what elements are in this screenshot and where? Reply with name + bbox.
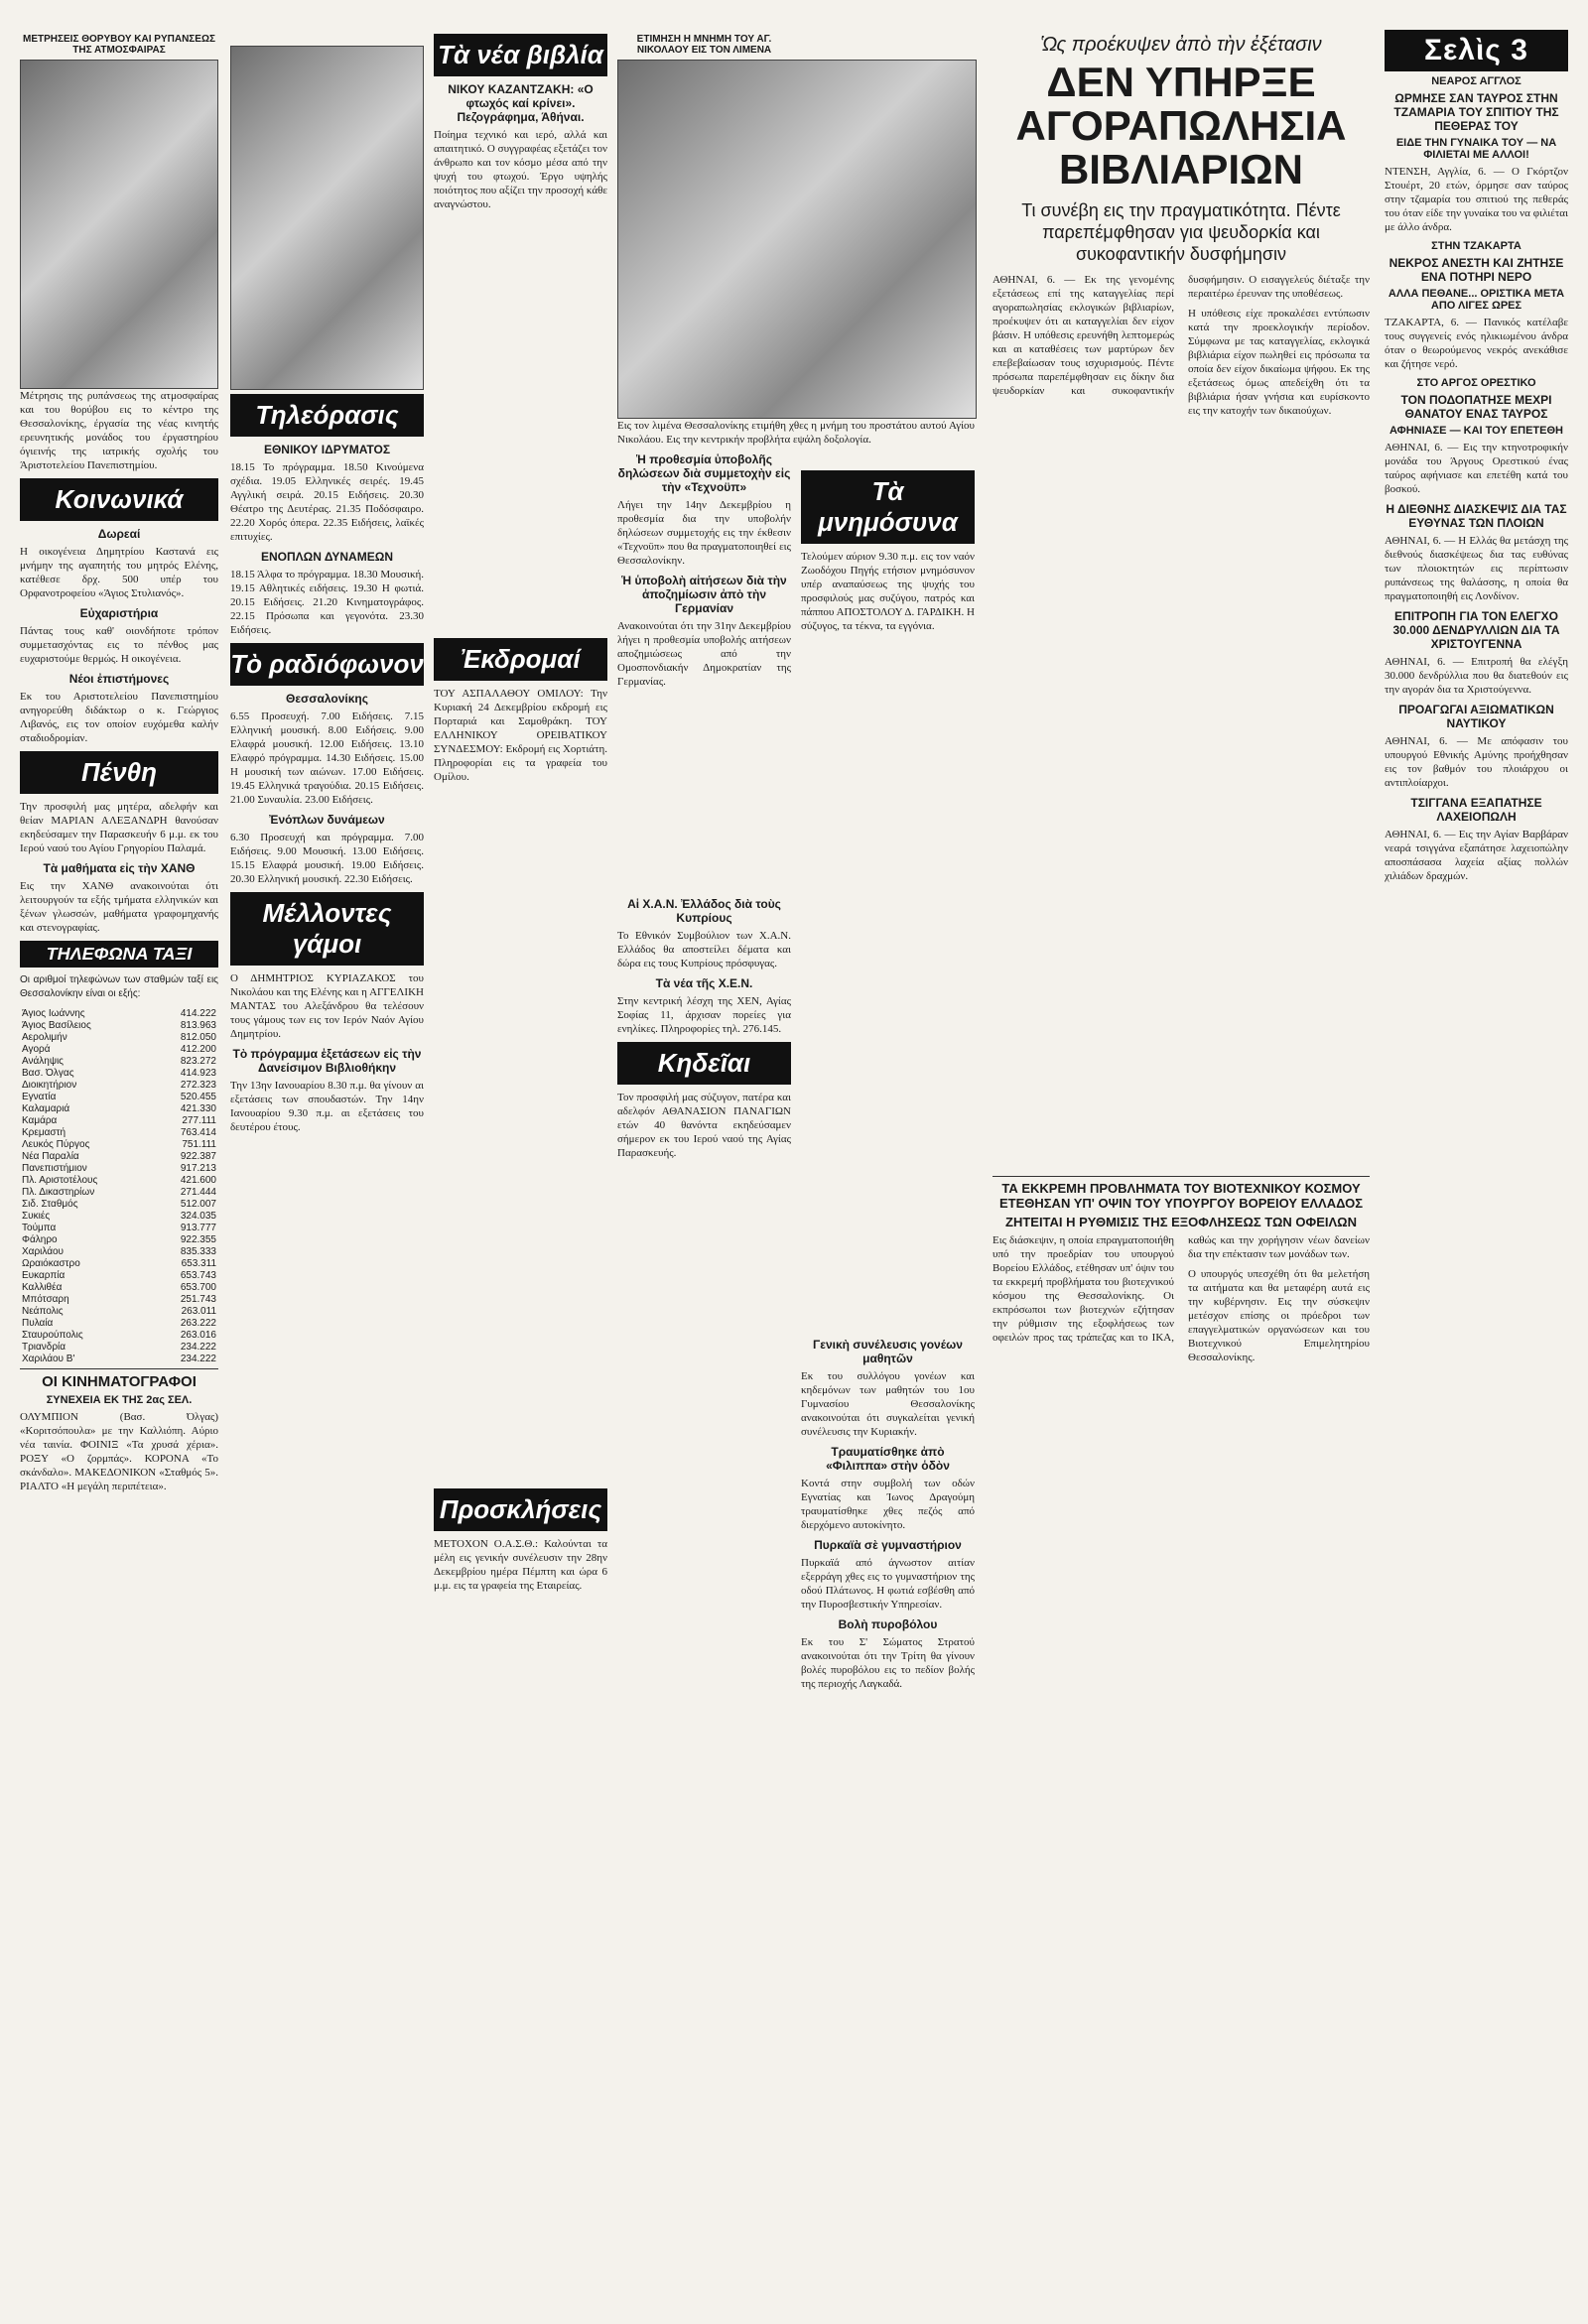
- phones-intro: Οι αριθμοί τηλεφώνων των σταθμών ταξί εις Θεσσαλονίκην είναι οι εξής:: [20, 974, 218, 999]
- taxi-stand-name: Ανάληψις: [22, 1055, 65, 1067]
- eirt-text: 18.15 Το πρόγραμμα. 18.50 Κινούμενα σχέδια. 19.05 Ελληνικές σειρές. 19.45 Αγγλική σειρά. 20.15 Ειδήσεις. 20.30 Θέατρο της Δευτέρας. 21.35 Ποδόσφαιρο. 22.20 Χορός όπερα. 22.35 Ειδήσεις, λαϊκές επιτυχίες.: [230, 461, 424, 543]
- dog-text: Εκ του Σ' Σώματος Στρατού ανακοινούται ότι την Τρίτη θα γίνουν βολές πυροβόλου εις το πεδίον βολής της περιοχής Λαγκαδά.: [801, 1636, 975, 1690]
- ekdromai-spacer: [434, 790, 607, 1485]
- story3-text: ΑΘΗΝΑΙ, 6. — Εις την κτηνοτροφικήν μονάδα του Άργους Ορεστικού ένας ταύρος αφήνιασε και επετέθη κατά του βοσκού.: [1385, 442, 1568, 495]
- table-row: [20, 1293, 218, 1305]
- book-title: ΝΙΚΟΥ ΚΑΖΑΝΤΖΑΚΗ: «Ο φτωχός καί κρίνει». Πεζογράφημα, Άθήναι.: [448, 82, 594, 124]
- xanth-title: Τὰ μαθήματα εἰς τὴν ΧΑΝΘ: [43, 861, 196, 875]
- taxi-stand-name: Σιδ. Σταθμός: [22, 1198, 78, 1210]
- taxi-stand-phone: 812.050: [180, 1031, 216, 1043]
- pollution-photo: [20, 60, 218, 389]
- story1-title: ΩΡΜΗΣΕ ΣΑΝ ΤΑΥΡΟΣ ΣΤΗΝ ΤΖΑΜΑΡΙΑ ΤΟΥ ΣΠΙΤΙΟΥ ΤΗΣ ΠΕΘΕΡΑΣ ΤΟΥ: [1393, 91, 1559, 133]
- germany-title: Ἡ ὑποβολὴ αἰτήσεων διὰ τὴν ἀποζημίωσιν ἀπὸ τὴν Γερμανίαν: [621, 574, 787, 615]
- taxi-stand-phone: 421.330: [180, 1102, 216, 1114]
- dog-title: Βολὴ πυροβόλου: [838, 1617, 938, 1631]
- taxi-stand-phone: 414.923: [180, 1067, 216, 1079]
- taxi-stand-phone: 412.200: [180, 1043, 216, 1055]
- taxi-stand-phone: 277.111: [182, 1114, 216, 1126]
- taxi-stand-phone: 922.387: [180, 1150, 216, 1162]
- taxi-stand-phone: 234.222: [180, 1341, 216, 1353]
- book-text-spacer: [434, 217, 607, 634]
- section-proskliseis: Προσκλήσεις: [434, 1488, 607, 1531]
- engagements-text: Εκ του Αριστοτελείου Πανεπιστημίου ανηγορεύθη διδάκτωρ ο κ. Γεώργιος Λιβανός, εις τον οποίον ευχόμεθα καλήν σταδιοδρομίαν.: [20, 691, 218, 744]
- section-radio: Τὸ ραδιόφωνον: [230, 643, 424, 686]
- eopf-text: Λήγει την 14ην Δεκεμβρίου η προθεσμία δια την υποβολήν δηλώσεων συμμετοχής εις την έκθεσιν «Τεχνοϋπ» που θα πραγματοποιηθεί εις Θεσσαλονίκην.: [617, 499, 791, 567]
- phones-title: ΤΗΛΕΦΩΝΑ ΤΑΞΙ: [20, 941, 218, 968]
- taxi-stand-name: Φάληρο: [22, 1233, 58, 1245]
- instruments-photo: [230, 46, 424, 390]
- story1-text: ΝΤΕΝΣΗ, Αγγλία, 6. — Ο Γκόρτζον Στουέρτ, 20 ετών, όρμησε σαν ταύρος στην τζαμαρία του σπιτιού της πεθεράς του όταν είδε την γυναίκα του να φιλιέται με άλλο άνδρα.: [1385, 166, 1568, 233]
- table-row: [20, 1019, 218, 1031]
- penthi-text: Την προσφιλή μας μητέρα, αδελφήν και θείαν ΜΑΡΙΑΝ ΑΛΕΞΑΝΔΡΗ θανούσαν εκηδεύσαμεν την Παρασκευήν 6 μ.μ. εκ του Ιερού ναού του Αγίου Γρηγορίου Παλαμά.: [20, 801, 218, 854]
- taxi-stand-phone: 414.222: [180, 1007, 216, 1019]
- mnimosyna-spacer: [801, 639, 975, 1334]
- divider: [20, 1368, 218, 1369]
- taxi-stand-phone: 263.016: [180, 1329, 216, 1341]
- exams-text: Την 13ην Ιανουαρίου 8.30 π.μ. θα γίνουν αι εξετάσεις των σπουδαστών. Την 14ην Ιανουαρίου 9.30 π.μ. αι εξετάσεις του δευτέρου έτους.: [230, 1080, 424, 1133]
- story2-kicker: ΣΤΗΝ ΤΖΑΚΑΡΤΑ: [1431, 240, 1522, 252]
- taxi-stand-phone: 653.743: [180, 1269, 216, 1281]
- taxi-stand-phone: 263.222: [180, 1317, 216, 1329]
- taxi-stand-name: Νεάπολις: [22, 1305, 64, 1317]
- xan-title: Αἱ Χ.Α.Ν. Ἐλλάδος διὰ τοὺς Κυπρίους: [627, 897, 781, 925]
- taxi-stand-name: Σταυρούπολις: [22, 1329, 83, 1341]
- taxi-stand-phone: 922.355: [180, 1233, 216, 1245]
- taxi-stand-phone: 917.213: [180, 1162, 216, 1174]
- table-row: [20, 1341, 218, 1353]
- table-row: [20, 1126, 218, 1138]
- taxi-stand-name: Χαριλάου: [22, 1245, 65, 1257]
- yened-text: 18.15 Άλφα το πρόγραμμα. 18.30 Μουσική. 19.15 Αθλητικές ειδήσεις. 19.30 Η φωτιά. 20.15 Ειδήσεις. 21.20 Κινηματογράφος. 22.15 Πρόσωπα και γεγονότα. 23.30 Ειδήσεις.: [230, 569, 424, 636]
- story1-kicker: ΝΕΑΡΟΣ ΑΓΓΛΟΣ: [1431, 75, 1522, 87]
- eucharist-text: Πάντας τους καθ' οιονδήποτε τρόπον συμμετασχόντας εις το πένθος μας ευχαριστούμε θερμώς. Η οικογένεια.: [20, 625, 218, 665]
- taxi-stand-name: Αερολιμήν: [22, 1031, 67, 1043]
- proskliseis-text: ΜΕΤΟΧΟΝ Ο.Α.Σ.Θ.: Καλούνται τα μέλη εις γενικήν συνέλευσιν την 28ην Δεκεμβρίου ημέρα Πέμπτη και ώρα 6 μ.μ. εις τα γραφεία της Εταιρείας.: [434, 1538, 607, 1592]
- story4-text: ΑΘΗΝΑΙ, 6. — Η Ελλάς θα μετάσχη της διεθνούς διασκέψεως δια τας ευθύνας των πλοιοκτητών εις περίπτωσιν ρυπάνσεως της θαλάσσης, η οποία θα πραγματοποιηθή εις Λονδίνον.: [1385, 535, 1568, 602]
- fire-title: Πυρκαϊὰ σὲ γυμναστήριον: [814, 1538, 962, 1552]
- gen-title: Γενικὴ συνέλευσις γονέων μαθητῶν: [813, 1338, 963, 1365]
- yened-title: ΕΝΟΠΛΩΝ ΔΥΝΑΜΕΩΝ: [260, 550, 393, 564]
- column-1: [20, 30, 218, 1499]
- table-row: [20, 1067, 218, 1079]
- table-row: [20, 1281, 218, 1293]
- dorea-text: Η οικογένεια Δημητρίου Καστανά εις μνήμην της αγαπητής του μητρός Ελένης, κατέθεσε δρχ. 500 υπέρ του Ορφανοτροφείου «Άγιος Στυλιανός».: [20, 546, 218, 599]
- table-row: [20, 1162, 218, 1174]
- table-row: [20, 1102, 218, 1114]
- kideiai-text: Τον προσφιλή μας σύζυγον, πατέρα και αδελφόν ΑΘΑΝΑΣΙΟΝ ΠΑΝΑΓΙΩΝ ετών 40 θανόντα εκηδεύσαμεν σήμερον εκ του Ιερού ναού της Αγίας Παρασκευής.: [617, 1092, 791, 1159]
- story2-title: ΝΕΚΡΟΣ ΑΝΕΣΤΗ ΚΑΙ ΖΗΤΗΣΕ ΕΝΑ ΠΟΤΗΡΙ ΝΕΡΟ: [1389, 256, 1564, 284]
- table-row: [20, 1353, 218, 1364]
- section-mellontes: Μέλλοντες γάμοι: [230, 892, 424, 966]
- story7-title: ΤΣΙΓΓΑΝΑ ΕΞΑΠΑΤΗΣΕ ΛΑΧΕΙΟΠΩΛΗ: [1410, 796, 1542, 824]
- section-kideiai: Κηδεῖαι: [617, 1042, 791, 1085]
- taxi-stand-name: Νέα Παραλία: [22, 1150, 79, 1162]
- sub-body: [992, 1233, 1370, 1364]
- lead-body: [992, 273, 1370, 418]
- taxi-stand-name: Μπότσαρη: [22, 1293, 69, 1305]
- table-row: [20, 1269, 218, 1281]
- lead-text: ΑΘΗΝΑΙ, 6. — Εκ της γενομένης εξετάσεως επί της καταγγελίας περί αγοραπωλησίας εκλογικών βιβλιαρίων, προέκυψεν ότι αι καταγγελίαι δεν είχον βάσιν. Η υπόθεσις ερευνήθη λεπτομερώς και αι καταθέσεις των μαρτύρων δεν επεβεβαίωσαν τους ισχυρισμούς. Πέντε πρόσωπα παρεπέμφθησαν εις δίκην δια ψευδορκίαν και συκοφαντικήν δυσφήμησιν. Ο εισαγγελεύς διέταξε την περαιτέρω έρευναν της υποθέσεως.: [992, 274, 1370, 398]
- cinema-title: ΟΙ ΚΙΝΗΜΑΤΟΓΡΑΦΟΙ: [42, 1373, 197, 1390]
- story3-title: ΤΟΝ ΠΟΔΟΠΑΤΗΣΕ ΜΕΧΡΙ ΘΑΝΑΤΟΥ ΕΝΑΣ ΤΑΥΡΟΣ: [1400, 393, 1552, 421]
- taxi-stand-name: Λευκός Πύργος: [22, 1138, 90, 1150]
- eirt-title: ΕΘΝΙΚΟΥ ΙΔΡΥΜΑΤΟΣ: [263, 443, 391, 456]
- table-row: [20, 1186, 218, 1198]
- story5-title: ΕΠΙΤΡΟΠΗ ΓΙΑ ΤΟΝ ΕΛΕΓΧΟ 30.000 ΔΕΝΔΡΥΛΛΙΩΝ ΔΙΑ ΤΑ ΧΡΙΣΤΟΥΓΕΝΝΑ: [1392, 609, 1560, 651]
- story5-text: ΑΘΗΝΑΙ, 6. — Επιτροπή θα ελέγξη 30.000 δενδρύλλια που θα διατεθούν εις την αγοράν δια τα Χριστούγεννα.: [1385, 656, 1568, 696]
- sub-text: Εις διάσκεψιν, η οποία επραγματοποιήθη υπό την προεδρίαν του υπουργού Βορείου Ελλάδος, ετέθησαν υπ' όψιν του τα εκκρεμή προβλήματα του βιοτεχνικού κόσμου της Θεσσαλονίκης. Οι εκπρόσωποι των βιοτεχνών εζήτησαν την ρύθμισιν της εξοφλήσεως των οφειλών προς τας τράπεζας και το ΙΚΑ, καθώς και την χορήγησιν νέων δανείων δια την επέκτασιν των μονάδων των.: [992, 1234, 1370, 1345]
- section-koinonika: Κοινωνικά: [20, 478, 218, 521]
- subheadline-kicker: ΖΗΤΕΙΤΑΙ Η ΡΥΘΜΙΣΙΣ ΤΗΣ ΕΞΟΦΛΗΣΕΩΣ ΤΩΝ ΟΦΕΙΛΩΝ: [1005, 1215, 1357, 1230]
- cinema-text: ΟΛΥΜΠΙΟΝ (Βασ. Όλγας) «Κοριτσόπουλα» με την Καλλιόπη. Αύριο νέα ταινία. ΦΟΙΝΙΞ «Τα χρυσά χέρια». ΡΟΞΥ «Ο ζορμπάς». ΚΟΡΟΝΑ «Το σκάνδαλο». ΜΑΚΕΔΟΝΙΚΟΝ «Σταθμός 5». ΡΙΑΛΤΟ «Η μεγάλη περιπέτεια».: [20, 1411, 218, 1492]
- ekdromai-text: ΤΟΥ ΑΣΠΑΛΑΘΟΥ ΟΜΙΛΟΥ: Την Κυριακή 24 Δεκεμβρίου εκδρομή εις Πορταριά και Σαμοθράκη. ΤΟΥ ΕΛΛΗΝΙΚΟΥ ΟΡΕΙΒΑΤΙΚΟΥ ΣΥΝΔΕΣΜΟΥ: Εκδρομή εις Χορτιάτη. Πληροφορίαι εις τα γραφεία του Ομίλου.: [434, 688, 607, 783]
- book-text: Ποίημα τεχνικό και ιερό, αλλά και απαιτητικό. Ο συγγραφέας εξετάζει τον άνθρωπο και τον κόσμο μέσα από την ψυχή του φτωχού. Έργο υψηλής ποιότητος που αξίζει την προσοχή κάθε αναγνώστου.: [434, 129, 607, 210]
- taxi-stand-name: Εγνατία: [22, 1091, 57, 1102]
- table-row: [20, 1055, 218, 1067]
- table-row: [20, 1317, 218, 1329]
- story2-subtitle: ΑΛΛΑ ΠΕΘΑΝΕ... ΟΡΙΣΤΙΚΑ ΜΕΤΑ ΑΠΟ ΛΙΓΕΣ ΩΡΕΣ: [1388, 288, 1565, 312]
- taxi-stand-name: Διοικητήριον: [22, 1079, 77, 1091]
- table-row: [20, 1150, 218, 1162]
- lead-headline-3: ΒΙΒΛΙΑΡΙΩΝ: [1058, 146, 1304, 194]
- sub-text-2: Ο υπουργός υπεσχέθη ότι θα μελετήση τα αιτήματα και θα μεταφέρη αυτά εις την κυβέρνησιν. Εις την σύσκεψιν μετέσχον επίσης οι πρόεδροι των επαγγελματικών οργανώσεων και του Βιοτεχνικού Επιμελητηρίου Θεσσαλονίκης.: [1188, 1268, 1370, 1364]
- taxi-stand-name: Τριανδρία: [22, 1341, 66, 1353]
- lead-headline-1: ΔΕΝ ΥΠΗΡΞΕ: [1046, 59, 1316, 105]
- section-biblia: Τὰ νέα βιβλία: [434, 34, 607, 76]
- section-tileorasis: Τηλεόρασις: [230, 394, 424, 437]
- taxi-stand-phone: 823.272: [180, 1055, 216, 1067]
- eucharist-title: Εὐχαριστήρια: [79, 606, 159, 620]
- engagements-title: Νέοι ἐπιστήμονες: [68, 672, 170, 686]
- enoplon-text: 6.30 Προσευχή και πρόγραμμα. 7.00 Ειδήσεις. 9.00 Μουσική. 13.00 Ειδήσεις. 15.15 Ελαφρά μουσική. 19.00 Ειδήσεις. 20.30 Ελληνική μουσική. 22.30 Ειδήσεις.: [230, 832, 424, 885]
- table-row: [20, 1245, 218, 1257]
- table-row: [20, 1329, 218, 1341]
- table-row: [20, 1031, 218, 1043]
- taxi-stand-phone: 913.777: [180, 1222, 216, 1233]
- subheadline: ΤΑ ΕΚΚΡΕΜΗ ΠΡΟΒΛΗΜΑΤΑ ΤΟΥ ΒΙΟΤΕΧΝΙΚΟΥ ΚΟΣΜΟΥ ΕΤΕΘΗΣΑΝ ΥΠ' ΟΨΙΝ ΤΟΥ ΥΠΟΥΡΓΟΥ ΒΟΡΕΙΟΥ ΕΛΛΑΔΟΣ: [998, 1181, 1364, 1212]
- story6-title: ΠΡΟΑΓΩΓΑΙ ΑΞΙΩΜΑΤΙΚΩΝ ΝΑΥΤΙΚΟΥ: [1398, 703, 1554, 730]
- xanth-text: Εις την ΧΑΝΘ ανακοινούται ότι λειτουργούν τα εξής τμήματα ελληνικών και ξένων γλωσσών, μαθήματα γραφομηχανής και στενογραφίας.: [20, 880, 218, 934]
- cinema-subtitle: ΣΥΝΕΧΕΙΑ ΕΚ ΤΗΣ 2ας ΣΕΛ.: [46, 1394, 193, 1406]
- lead-headline-2: ΑΓΟΡΑΠΩΛΗΣΙΑ: [1015, 102, 1347, 150]
- table-row: [20, 1007, 218, 1019]
- memorial-caption: Εις τον λιμένα Θεσσαλονίκης ετιμήθη χθες η μνήμη του προστάτου αυτού Αγίου Νικολάου. Εις την κεντρικήν προβλήτα εψάλη δοξολογία.: [617, 420, 975, 446]
- taxi-stand-phone: 263.011: [181, 1305, 216, 1317]
- table-row: [20, 1079, 218, 1091]
- section-ekdromai: Ἐκδρομαί: [434, 638, 607, 681]
- taxi-stand-name: Συκιές: [22, 1210, 51, 1222]
- story3-subtitle: ΑΦΗΝΙΑΣΕ — ΚΑΙ ΤΟΥ ΕΠΕΤΕΘΗ: [1390, 425, 1563, 437]
- taxi-stand-name: Χαριλάου Β': [22, 1353, 75, 1364]
- table-row: [20, 1138, 218, 1150]
- taxi-stand-phone: 653.700: [180, 1281, 216, 1293]
- taxi-stand-name: Κρεμαστή: [22, 1126, 66, 1138]
- xan-text: Το Εθνικόν Συμβούλιον των Χ.Α.Ν. Ελλάδος θα αποστείλει δέματα και δώρα εις τους Κυπρίους πρόσφυγας.: [617, 930, 791, 969]
- column-5: [801, 466, 975, 1697]
- taxi-stand-phone: 813.963: [180, 1019, 216, 1031]
- trauma-text: Κοντά στην συμβολή των οδών Εγνατίας και Ίωνος Δραγούμη τραυματίσθηκε χθες πεζός από διερχόμενο αυτοκίνητο.: [801, 1478, 975, 1531]
- taxi-stand-name: Ωραιόκαστρο: [22, 1257, 80, 1269]
- taxi-stand-name: Πανεπιστήμιον: [22, 1162, 87, 1174]
- taxi-stand-name: Αγορά: [22, 1043, 51, 1055]
- story1-subtitle: ΕΙΔΕ ΤΗΝ ΓΥΝΑΙΚΑ ΤΟΥ — ΝΑ ΦΙΛΙΕΤΑΙ ΜΕ ΑΛΛΟΙ!: [1395, 137, 1557, 161]
- taxi-stand-phone: 520.455: [180, 1091, 216, 1102]
- section-penthi: Πένθη: [20, 751, 218, 794]
- table-row: [20, 1305, 218, 1317]
- taxi-stand-phone: 271.444: [180, 1186, 216, 1198]
- taxi-stand-phone: 653.311: [181, 1257, 216, 1269]
- taxi-stand-phone: 763.414: [180, 1126, 216, 1138]
- table-row: [20, 1198, 218, 1210]
- mellontes-text: Ο ΔΗΜΗΤΡΙΟΣ ΚΥΡΙΑΖΑΚΟΣ του Νικολάου και της Ελένης και η ΑΓΓΕΛΙΚΗ ΜΑΝΤΑΣ του Αλεξάνδρου θα τελέσουν τους γάμους των εις τον Ιερόν Ναόν Αγίου Δημητρίου.: [230, 972, 424, 1040]
- taxi-stand-phone: 751.111: [182, 1138, 216, 1150]
- story2-text: ΤΖΑΚΑΡΤΑ, 6. — Πανικός κατέλαβε τους συγγενείς ενός ηλικιωμένου άνδρα όταν ο θεωρούμενος νεκρός ανεκάθισε και ζήτησε νερό.: [1385, 317, 1568, 370]
- memorial-banner: ΕΤΙΜΗΣΗ Η ΜΝΗΜΗ ΤΟΥ ΑΓ. ΝΙΚΟΛΑΟΥ ΕΙΣ ΤΟΝ ΛΙΜΕΝΑ: [636, 34, 772, 56]
- taxi-stand-name: Καλαμαριά: [22, 1102, 70, 1114]
- divider: [992, 1176, 1370, 1177]
- taxi-stand-name: Βασ. Όλγας: [22, 1067, 74, 1079]
- germany-spacer: [617, 695, 791, 893]
- thess-title: Θεσσαλονίκης: [286, 692, 368, 706]
- column-7: [1385, 30, 1568, 889]
- lead-spacer: [992, 418, 1370, 1172]
- mnimosyna-text: Τελούμεν αύριον 9.30 π.μ. εις τον ναόν Ζωοδόχου Πηγής ετήσιον μνημόσυνον υπέρ αναπαύσεως της ψυχής του προσφιλούς μας συζύγου, πατρός και πάππου ΑΠΟΣΤΟΛΟΥ Δ. ΓΑΡΔΙΚΗ. Η σύζυγος, τα τέκνα, τα εγγόνια.: [801, 551, 975, 632]
- taxi-stand-phone: 324.035: [180, 1210, 216, 1222]
- taxi-stand-name: Καλλιθέα: [22, 1281, 63, 1293]
- memorial-photo: [617, 60, 977, 419]
- trauma-title: Τραυματίσθηκε ἀπὸ «Φιλιππα» στὴν ὁδὸν: [826, 1445, 950, 1473]
- section-mnimosyna: Τὰ μνημόσυνα: [801, 470, 975, 544]
- column-2: [230, 30, 424, 1140]
- gen-text: Εκ του συλλόγου γονέων και κηδεμόνων των μαθητών του 1ου Γυμνασίου Θεσσαλονίκης ανακοινούται ότι συγκαλείται γενική συνέλευσις την Κυριακήν.: [801, 1370, 975, 1438]
- thess-text: 6.55 Προσευχή. 7.00 Ειδήσεις. 7.15 Ελληνική μουσική. 8.00 Ειδήσεις. 9.00 Ελαφρά μουσική. 12.00 Ειδήσεις. 13.10 Ελαφρό πρόγραμμα. 14.30 Ειδήσεις. 15.00 Η μουσική των αιώνων. 17.00 Ειδήσεις. 19.45 Ελληνικά τραγούδια. 20.15 Ειδήσεις. 21.00 Συναυλία. 23.00 Ειδήσεις.: [230, 710, 424, 806]
- taxi-stand-phone: 512.007: [180, 1198, 216, 1210]
- lead-text-2: Η υπόθεσις είχε προκαλέσει εντύπωσιν κατά την προεκλογικήν περίοδον. Σύμφωνα με τας καταγγελίας, εκλογικά βιβλιάρια είχον πωληθεί εις πρόσωπα τα οποία δεν είχον δικαίωμα ψήφου. Εκ της εξετάσεως όμως απεδείχθη ότι τα βιβλιάρια ήσαν γνήσια και ευρίσκοντο εις την κατοχήν των δικαιούχων.: [1188, 308, 1370, 418]
- table-row: [20, 1114, 218, 1126]
- story3-kicker: ΣΤΟ ΑΡΓΟΣ ΟΡΕΣΤΙΚΟ: [1416, 377, 1536, 389]
- taxi-stand-name: Πλ. Δικαστηρίων: [22, 1186, 95, 1198]
- taxi-phones-table: [20, 1007, 218, 1364]
- column-6: [992, 30, 1370, 1364]
- lead-kicker: Ὡς προέκυψεν ἀπὸ τὴν ἐξέτασιν: [1040, 34, 1322, 56]
- table-row: [20, 1091, 218, 1102]
- eopf-title: Ἡ προθεσμία ὑποβολῆς δηλώσεων διὰ συμμετοχὴν εἰς τὴν «Τεχνοϋπ»: [617, 452, 791, 494]
- pollution-banner: ΜΕΤΡΗΣΕΙΣ ΘΟΡΥΒΟΥ ΚΑΙ ΡΥΠΑΝΣΕΩΣ ΤΗΣ ΑΤΜΟΣΦΑΙΡΑΣ: [23, 34, 215, 56]
- taxi-stand-name: Άγιος Ιωάννης: [22, 1007, 85, 1019]
- dorea-title: Δωρεαί: [97, 527, 141, 541]
- taxi-stand-name: Πλ. Αριστοτέλους: [22, 1174, 98, 1186]
- table-row: [20, 1222, 218, 1233]
- xen-title: Τὰ νέα τῆς Χ.Ε.Ν.: [655, 976, 753, 990]
- xen-text: Στην κεντρική λέσχη της ΧΕΝ, Αγίας Σοφίας 11, άρχισαν πορείες για ενηλίκες. Πληροφορίες τηλ. 276.145.: [617, 995, 791, 1035]
- taxi-stand-name: Τούμπα: [22, 1222, 57, 1233]
- taxi-stand-phone: 421.600: [180, 1174, 216, 1186]
- pollution-caption: Μέτρησις της ρυπάνσεως της ατμοσφαίρας και του θορύβου εις το κέντρο της Θεσσαλονίκης, έργασία της νέας κινητής ερευνητικής μονάδος του έργαστηρίου όγιεινής της ιατρικής σχολής του Άριστοτελείου Πανεπιστημίου.: [20, 390, 218, 471]
- taxi-stand-phone: 835.333: [180, 1245, 216, 1257]
- table-row: [20, 1210, 218, 1222]
- story6-text: ΑΘΗΝΑΙ, 6. — Με απόφασιν του υπουργού Εθνικής Αμύνης προήχθησαν εις τον βαθμόν του πλοιάρχου οι αντιπλοίαρχοι.: [1385, 735, 1568, 789]
- table-row: [20, 1257, 218, 1269]
- taxi-stand-name: Ευκαρπία: [22, 1269, 66, 1281]
- table-row: [20, 1043, 218, 1055]
- taxi-stand-phone: 234.222: [180, 1353, 216, 1364]
- taxi-stand-name: Καμάρα: [22, 1114, 58, 1126]
- column-3: [434, 30, 607, 1599]
- germany-text: Ανακοινούται ότι την 31ην Δεκεμβρίου λήγει η προθεσμία υποβολής αιτήσεων αποζημιώσεως από την Ομοσπονδιακήν Δημοκρατίαν της Γερμανίας.: [617, 620, 791, 688]
- taxi-stand-name: Πυλαία: [22, 1317, 54, 1329]
- enoplon-title: Ἐνόπλων δυνάμεων: [269, 813, 385, 827]
- page-number-logo: Σελὶς 3: [1385, 30, 1568, 71]
- taxi-stand-phone: 251.743: [180, 1293, 216, 1305]
- story4-title: Η ΔΙΕΘΝΗΣ ΔΙΑΣΚΕΨΙΣ ΔΙΑ ΤΑΣ ΕΥΘΥΝΑΣ ΤΩΝ ΠΛΟΙΩΝ: [1386, 502, 1567, 530]
- taxi-stand-phone: 272.323: [180, 1079, 216, 1091]
- fire-text: Πυρκαϊά από άγνωστον αιτίαν εξερράγη χθες εις το γυμναστήριον της οδού Πλάτωνος. Η φωτιά εσβέσθη από την Πυροσβεστικήν Υπηρεσίαν.: [801, 1557, 975, 1611]
- taxi-stand-name: Άγιος Βασίλειος: [22, 1019, 91, 1031]
- table-row: [20, 1233, 218, 1245]
- lead-subhead: Τι συνέβη εις την πραγματικότητα. Πέντε παρεπέμφθησαν για ψευδορκία και συκοφαντικήν δυσφήμησιν: [1021, 200, 1341, 265]
- exams-title: Τὸ πρόγραμμα ἐξετάσεων εἰς τὴν Δανείσιμον Βιβλιοθήκην: [232, 1047, 422, 1075]
- table-row: [20, 1174, 218, 1186]
- story7-text: ΑΘΗΝΑΙ, 6. — Εις την Αγίαν Βαρβάραν νεαρά τσιγγάνα εξαπάτησε λαχειοπώλην αποσπάσασα λαχεία αξίας πολλών χιλιάδων δραχμών.: [1385, 829, 1568, 882]
